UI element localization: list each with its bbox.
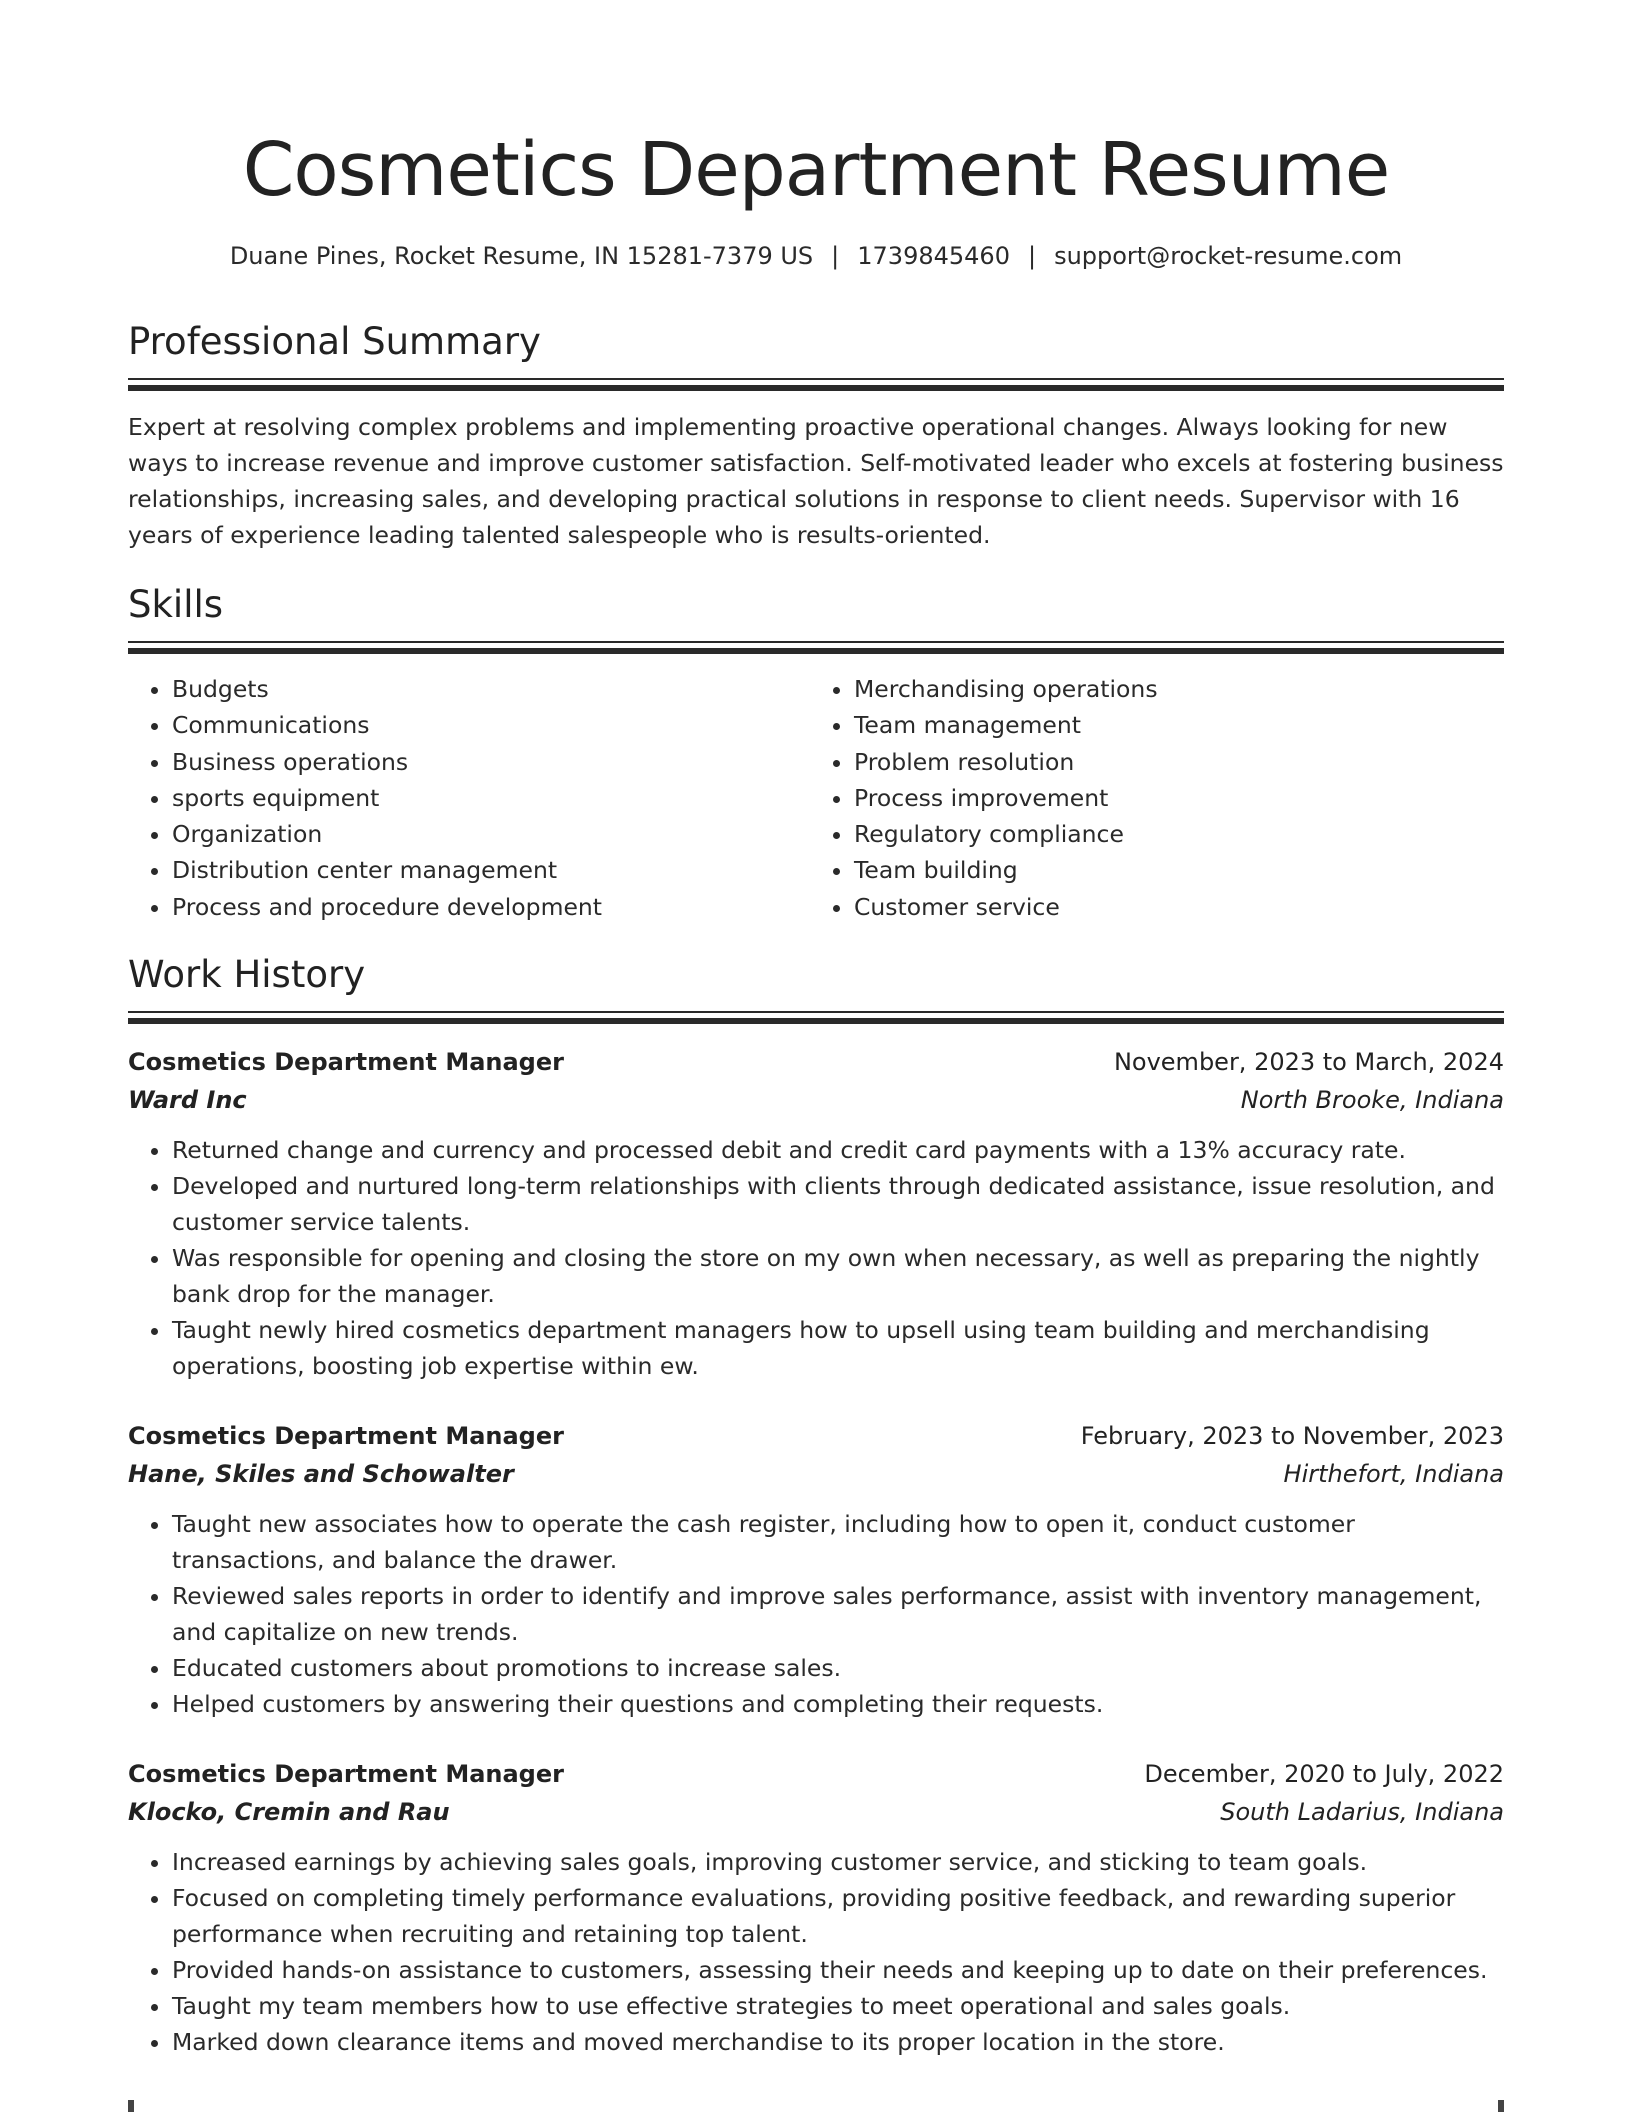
job-bullet: • Taught my team members how to use effective strategies to meet operational and sales goals.: [172, 1988, 1504, 2024]
job-title: Cosmetics Department Manager: [128, 1422, 564, 1451]
skill-item: • Budgets: [172, 671, 806, 707]
contact-email: support@rocket-resume.com: [1054, 242, 1403, 270]
job-entry: [128, 1418, 1504, 1722]
skill-item: • Communications: [172, 707, 806, 743]
skill-item: • Team building: [854, 852, 1504, 888]
job-location: North Brooke, Indiana: [1240, 1086, 1504, 1115]
job-bullet: • Helped customers by answering their questions and completing their requests.: [172, 1686, 1504, 1722]
summary-text: Expert at resolving complex problems and implementing proactive operational changes. Always looking for new ways to increase revenue and improve customer satisfaction. Self-motivated leader who excels at fostering business relationships, increasing sales, and developing practical solutions in response to client needs. Supervisor with 16 years of experience leading talented salespeople who is results-oriented.: [128, 413, 1504, 549]
company-name: Klocko, Cremin and Rau: [128, 1798, 450, 1827]
cutoff-mark-right: [1498, 2100, 1504, 2112]
job-bullet: • Educated customers about promotions to increase sales.: [172, 1650, 1504, 1686]
skill-item: • Process improvement: [854, 780, 1504, 816]
skills-list: [128, 671, 1504, 925]
section-heading: Skills: [128, 583, 224, 626]
job-title: Cosmetics Department Manager: [128, 1760, 564, 1789]
job-bullet: • Returned change and currency and processed debit and credit card payments with a 13% accuracy rate.: [172, 1132, 1504, 1168]
job-bullet: • Was responsible for opening and closing the store on my own when necessary, as well as preparing the nightly bank drop for the manager.: [172, 1240, 1504, 1312]
job-entry: [128, 1044, 1504, 1384]
work-history-section: [128, 951, 1504, 2060]
skills-column-left: [128, 671, 806, 925]
contact-phone: 1739845460: [857, 242, 1010, 270]
skills-column-right: [806, 671, 1504, 925]
job-dates: February, 2023 to November, 2023: [1080, 1422, 1504, 1451]
contact-separator: |: [1027, 242, 1037, 270]
job-location: South Ladarius, Indiana: [1220, 1798, 1504, 1827]
resume-title: Cosmetics Department Resume: [242, 127, 1390, 213]
contact-separator: |: [831, 242, 840, 270]
job-bullet: • Developed and nurtured long-term relationships with clients through dedicated assistance, issue resolution, and customer service talents.: [172, 1168, 1504, 1240]
job-bullets: [128, 1506, 1504, 1722]
company-name: Hane, Skiles and Schowalter: [128, 1460, 514, 1489]
section-divider: [128, 378, 1504, 391]
skill-item: • Business operations: [172, 744, 806, 780]
resume-page: [128, 0, 1504, 2060]
section-heading: Work History: [128, 953, 366, 997]
section-heading: Professional Summary: [128, 320, 541, 363]
section-divider: [128, 1011, 1504, 1024]
next-entry-cutoff: [128, 2100, 1504, 2112]
job-bullet: • Marked down clearance items and moved merchandise to its proper location in the store.: [172, 2024, 1504, 2060]
job-bullets: [128, 1844, 1504, 2060]
contact-line: [128, 240, 1504, 272]
skills-section: [128, 581, 1504, 925]
cutoff-mark-left: [128, 2100, 134, 2112]
skill-item: • Regulatory compliance: [854, 816, 1504, 852]
job-bullet: • Reviewed sales reports in order to identify and improve sales performance, assist with inventory management, and capitalize on new trends.: [172, 1578, 1504, 1650]
job-bullet: • Taught newly hired cosmetics department managers how to upsell using team building and merchandising operations, boosting job expertise within ew.: [172, 1312, 1504, 1384]
skill-item: • Problem resolution: [854, 744, 1504, 780]
job-title: Cosmetics Department Manager: [128, 1048, 564, 1077]
job-bullet: • Focused on completing timely performance evaluations, providing positive feedback, and rewarding superior performance when recruiting and retaining top talent.: [172, 1880, 1504, 1952]
job-bullet: • Taught new associates how to operate the cash register, including how to open it, conduct customer transactions, and balance the drawer.: [172, 1506, 1504, 1578]
job-bullets: [128, 1132, 1504, 1384]
job-entry: [128, 1756, 1504, 2060]
skill-item: • Customer service: [854, 889, 1504, 925]
job-dates: November, 2023 to March, 2024: [1113, 1048, 1504, 1077]
skill-item: • sports equipment: [172, 780, 806, 816]
job-location: Hirthefort, Indiana: [1283, 1460, 1504, 1489]
job-dates: December, 2020 to July, 2022: [1144, 1760, 1504, 1789]
skill-item: • Process and procedure development: [172, 889, 806, 925]
company-name: Ward Inc: [128, 1086, 247, 1115]
skill-item: • Team management: [854, 707, 1504, 743]
skill-item: • Organization: [172, 816, 806, 852]
skill-item: • Merchandising operations: [854, 671, 1504, 707]
professional-summary-section: [128, 318, 1504, 553]
section-divider: [128, 641, 1504, 654]
job-bullet: • Increased earnings by achieving sales goals, improving customer service, and sticking to team goals.: [172, 1844, 1504, 1880]
job-bullet: • Provided hands-on assistance to customers, assessing their needs and keeping up to date on their preferences.: [172, 1952, 1504, 1988]
contact-address: Duane Pines, Rocket Resume, IN 15281-7379 US: [229, 242, 814, 270]
skill-item: • Distribution center management: [172, 852, 806, 888]
